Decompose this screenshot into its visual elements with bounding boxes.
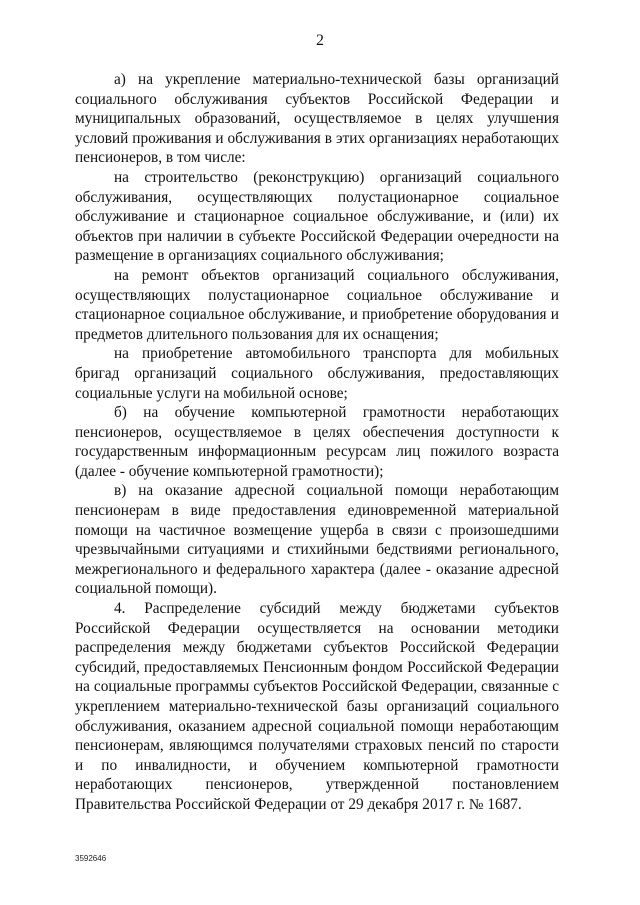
paragraph-construction: на строительство (реконструкцию) организаций социального обслуживания, осуществляющих полустационарное социальное обслуживание и стационарное социальное обслуживание, и (или) их объектов при наличии в субъекте Российской Федерации очередности на размещение в организациях социального обслуживания; [75, 168, 559, 265]
paragraph-4: 4. Распределение субсидий между бюджетами субъектов Российской Федерации осуществляется на основании методики распределения между бюджетами субъектов Российской Федерации субсидий, предоставляемых Пенсионным фондом Российской Федерации на социальные программы субъектов Российской Федерации, связанные с укреплением материально-технической базы организаций социального обслуживания, оказанием адресной социальной помощи неработающим пенсионерам, являющимся получателями страховых пенсий по старости и по инвалидности, и обучением компьютерной грамотности неработающих пенсионеров, утвержденной постановлением Правительства Российской Федерации от 29 декабря 2017 г. № 1687. [75, 600, 559, 813]
document-body [75, 70, 559, 815]
paragraph-a: а) на укрепление материально-технической базы организаций социального обслуживания субъектов Российской Федерации и муниципальных образований, осуществляемое в целях улучшения условий проживания и обслуживания в этих организациях неработающих пенсионеров, в том числе: [75, 71, 559, 167]
paragraph-b: б) на обучение компьютерной грамотности неработающих пенсионеров, осуществляемое в целях обеспечения доступности к государственным информационным ресурсам лиц пожилого возраста (далее - обучение компьютерной грамотности); [75, 404, 559, 480]
paragraph-transport: на приобретение автомобильного транспорта для мобильных бригад организаций социального обслуживания, предоставляющих социальные услуги на мобильной основе; [75, 345, 559, 402]
paragraph-repair: на ремонт объектов организаций социального обслуживания, осуществляющих полустационарное социальное обслуживание и стационарное социальное обслуживание, и приобретение оборудования и предметов длительного пользования для их оснащения; [75, 266, 559, 343]
page-number: 2 [316, 32, 324, 49]
document-code: 3592646 [75, 854, 107, 863]
paragraph-v: в) на оказание адресной социальной помощи неработающим пенсионерам в виде предоставления единовременной материальной помощи на частичное возмещение ущерба в связи с произошедшими чрезвычайными ситуациями и стихийными бедствиями регионального, межрегионального и федерального характера (далее - оказание адресной социальной помощи). [75, 482, 559, 598]
